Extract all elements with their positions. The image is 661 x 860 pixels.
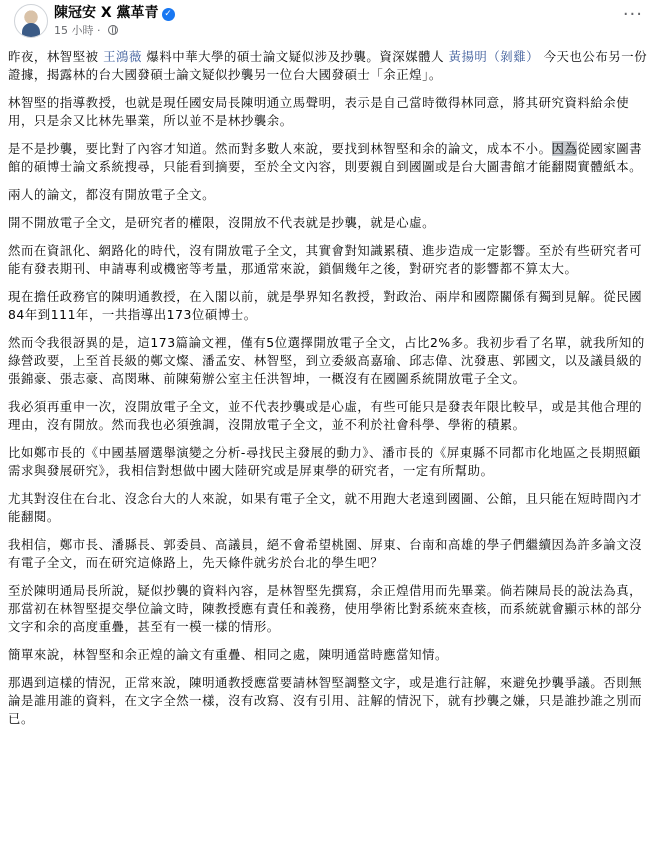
paragraph-12: 我相信，鄭市長、潘縣長、郭委員、高議員，絕不會希望桃園、屏東、台南和高雄的學子們繼續因為許多論文沒有電子全文，而在研究這條路上，先天條件就劣於台北的學生吧？ <box>8 537 643 570</box>
paragraph-9: 我必須再重申一次，沒開放電子全文，並不代表抄襲或是心虛，有些可能只是發表年限比較早，或是其他合理的理由，沒有開放。然而我也必須強調，沒開放電子全文，並不利於社會科學、學術的積累。 <box>8 399 643 432</box>
post-meta <box>54 23 118 39</box>
paragraph-6: 然而在資訊化、網路化的時代，沒有開放電子全文，其實會對知識累積、進步造成一定影響。至於有些研究者可能有發表期刊、申請專利或機密等考量，那通常來說，鎖個幾年之後，對研究者的影響都不算太大。 <box>8 243 643 276</box>
post-timestamp[interactable]: 15 小時 <box>54 24 94 37</box>
mention-wang-hung-wei[interactable]: 王鴻薇 <box>103 49 142 64</box>
p3-text-a: 是不是抄襲，要比對了內容才知道。然而對多數人來說，要找到林智堅和余的論文，成本不小。 <box>8 141 552 156</box>
author-name[interactable] <box>54 4 175 22</box>
p1-text-b: 爆料中華大學的碩士論文疑似涉及抄襲。資深媒體人 <box>141 49 449 64</box>
paragraph-14: 簡單來說，林智堅和余正煌的論文有重疊、相同之處，陳明通當時應當知情。 <box>8 647 448 662</box>
post-header <box>8 0 649 48</box>
globe-icon[interactable] <box>108 25 118 35</box>
mention-huang-yang-ming[interactable]: 黃揚明（剝雞） <box>448 49 540 64</box>
paragraph-15: 那遇到這樣的情況，正常來說，陳明通教授應當要請林智堅調整文字，或是進行註解，來避免抄襲爭議。否則無論是誰用誰的資料，在文字全然一樣，沒有改寫、沒有引用、註解的情況下，就有抄襲之嫌，只是誰抄誰之別而已。 <box>8 675 643 726</box>
more-options-icon[interactable]: ··· <box>622 4 643 25</box>
paragraph-8: 然而令我很訝異的是，這173篇論文裡，僅有5位選擇開放電子全文，占比2%多。我初步看了名單，就我所知的綠營政要，上至首長級的鄭文燦、潘孟安、林智堅，到立委級高嘉瑜、邱志偉、沈發惠、郭國文，以及議員級的張錦豪、張志豪、高閔琳、前陳菊辦公室主任洪智坤，一概沒有在國圖系統開放電子全文。 <box>8 335 645 386</box>
highlighted-text: 因為 <box>551 141 578 156</box>
p1-text-c: 今天也公布另一份證據，揭露林的台大國發碩士論文疑似抄襲另一位台大國發碩士「余正煌」。 <box>8 49 648 82</box>
author-avatar[interactable] <box>14 4 48 38</box>
verified-badge-icon: ✓ <box>162 8 175 21</box>
meta-separator: · <box>93 24 104 37</box>
paragraph-2: 林智堅的指導教授，也就是現任國安局長陳明通立馬聲明，表示是自己當時徵得林同意，將其研究資料給余使用，只是余又比林先畢業，所以並不是林抄襲余。 <box>8 95 630 128</box>
paragraph-7: 現在擔任政務官的陳明通教授，在入閣以前，就是學界知名教授，對政治、兩岸和國際關係有獨到見解。從民國84年到111年，一共指導出173位碩博士。 <box>8 289 643 322</box>
paragraph-13: 至於陳明通局長所說，疑似抄襲的資料內容，是林智堅先撰寫，余正煌借用而先畢業。倘若陳局長的說法為真，那當初在林智堅提交學位論文時，陳教授應有責任和義務，使用學術比對系統來查核，而系統就會顯示林的部分文字和余的高度重疊，甚至有一模一樣的情形。 <box>8 583 643 634</box>
post-body <box>8 48 649 728</box>
paragraph-1 <box>8 48 649 84</box>
p3-text-b: 從國家圖書館的碩博士論文系統搜尋，只能看到摘要，至於全文內容，則要親自到國圖或是台大圖書館才能翻閱實體紙本。 <box>8 141 643 174</box>
paragraph-10: 比如鄭市長的《中國基層選舉演變之分析-尋找民主發展的動力》、潘市長的《屏東縣不同都市化地區之長期照顧需求與發展研究》，我相信對想做中國大陸研究或是屏東學的研究者，一定有所幫助。 <box>8 445 641 478</box>
paragraph-5: 開不開放電子全文，是研究者的權限，沒開放不代表就是抄襲，就是心虛。 <box>8 215 436 230</box>
paragraph-3 <box>8 140 649 176</box>
paragraph-11: 尤其對沒住在台北、沒念台大的人來說，如果有電子全文，就不用跑大老遠到國圖、公館，且只能在短時間內才能翻閱。 <box>8 491 643 524</box>
author-name-text[interactable]: 陳冠安 X 黨革青 <box>54 5 159 21</box>
p1-text-a: 昨夜，林智堅被 <box>8 49 104 64</box>
paragraph-4: 兩人的論文，都沒有開放電子全文。 <box>8 187 216 202</box>
